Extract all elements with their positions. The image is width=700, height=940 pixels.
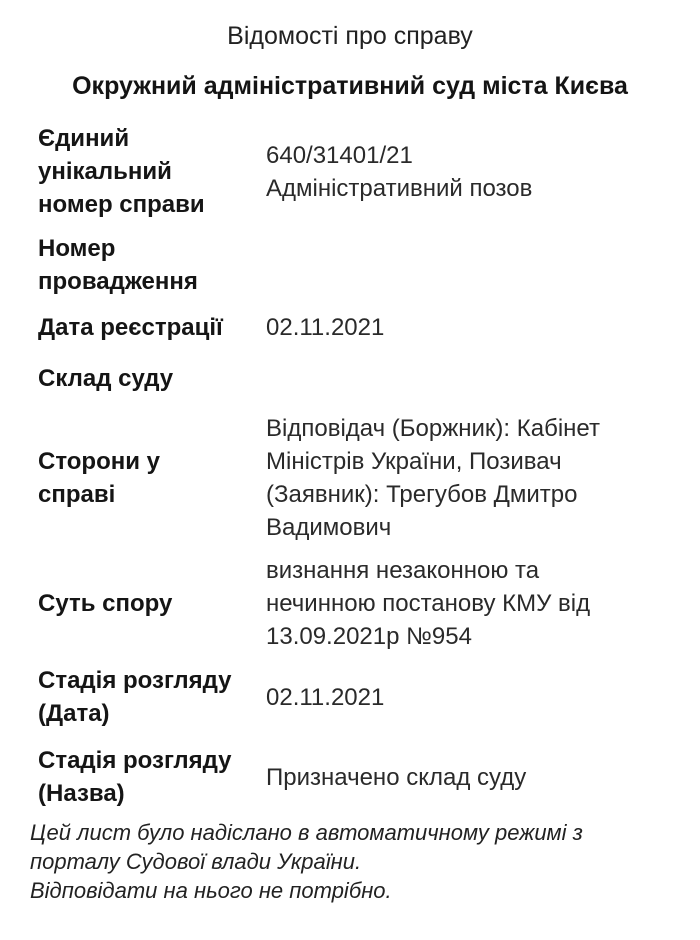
label-line: справі (38, 481, 116, 508)
label-line: номер справи (38, 191, 205, 218)
label-line: Суть спору (38, 590, 173, 617)
stage-name-row (38, 744, 678, 810)
case-number-label (38, 122, 266, 221)
footer-line: Цей лист було надіслано в автоматичному режимі з (30, 820, 583, 845)
court-composition-label (38, 362, 266, 395)
dispute-subject-value (266, 554, 678, 653)
registration-date-row (38, 311, 678, 344)
label-line: провадження (38, 268, 198, 295)
court-name: Окружний адміністративний суд міста Києва (72, 72, 628, 100)
label-line: Номер (38, 235, 116, 262)
value-line: Вадимович (266, 514, 392, 541)
label-line: (Назва) (38, 780, 125, 807)
value-line: Міністрів України, Позивач (266, 448, 562, 475)
stage-date-label (38, 664, 266, 730)
value-line: 02.11.2021 (266, 683, 385, 711)
value-line: Адміністративний позов (266, 174, 533, 202)
auto-message-note (30, 818, 680, 905)
stage-date-row (38, 664, 678, 730)
label-line: (Дата) (38, 700, 110, 727)
value-line: Відповідач (Боржник): Кабінет (266, 415, 600, 442)
proceeding-number-label (38, 232, 266, 298)
stage-date-value (266, 681, 678, 714)
value-line: (Заявник): Трегубов Дмитро (266, 481, 578, 508)
page-title: Відомості про справу (227, 22, 473, 50)
label-line: Склад суду (38, 365, 174, 392)
registration-date-value (266, 311, 678, 344)
court-composition-row (38, 362, 678, 395)
parties-row (38, 412, 678, 544)
label-line: Стадія розгляду (38, 747, 232, 774)
value-line: нечинною постанову КМУ від (266, 590, 591, 617)
label-line: унікальний (38, 158, 172, 185)
dispute-subject-row (38, 554, 678, 653)
dispute-subject-label (38, 587, 266, 620)
footer-line: Відповідати на нього не потрібно. (30, 878, 392, 903)
footer-line: порталу Судової влади України. (30, 849, 362, 874)
parties-label (38, 445, 266, 511)
label-line: Дата реєстрації (38, 314, 223, 341)
stage-name-label (38, 744, 266, 810)
value-line: 02.11.2021 (266, 314, 385, 341)
case-number-row (38, 122, 678, 221)
value-line: 13.09.2021р №954 (266, 623, 472, 650)
proceeding-number-row (38, 232, 678, 298)
case-number-value (266, 139, 678, 205)
label-line: Стадія розгляду (38, 667, 232, 694)
stage-name-value (266, 761, 678, 794)
value-line: визнання незаконною та (266, 557, 540, 584)
registration-date-label (38, 311, 266, 344)
parties-value (266, 412, 678, 544)
label-line: Сторони у (38, 448, 161, 475)
label-line: Єдиний (38, 125, 130, 152)
value-line: Призначено склад суду (266, 763, 527, 791)
value-line: 640/31401/21 (266, 141, 413, 169)
